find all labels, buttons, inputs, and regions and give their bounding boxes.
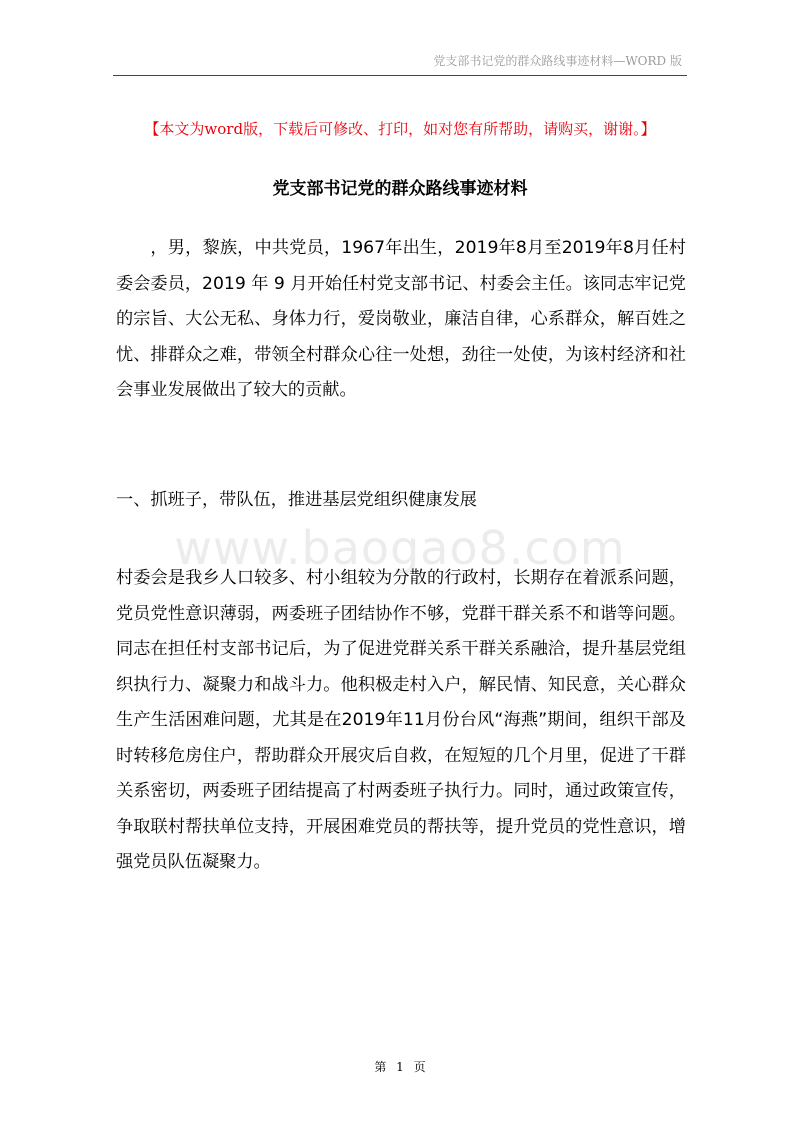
section-heading: 一、抓班子，带队伍，推进基层党组织健康发展 [116, 490, 477, 510]
running-header: 党支部书记党的群众路线事迹材料—WORD 版 [433, 54, 682, 68]
page-suffix: 页 [413, 1060, 426, 1074]
header-divider [113, 75, 687, 76]
page-footer [0, 1058, 800, 1075]
download-notice: 【本文为word版，下载后可修改、打印，如对您有所帮助，请购买，谢谢。】 [144, 120, 656, 138]
intro-paragraph: ，男，黎族，中共党员，1967年出生，2019年8月至2019年8月任村委会委员，2019 年 9 月开始任村党支部书记、村委会主任。该同志牢记党的宗旨、大公无私、身体力行，爱岗敬业，廉洁自律，心系群众，解百姓之忧、排群众之难，带领全村群众心往一处想，劲往一处使，为该村经济和社会事业发展做出了较大的贡献。 [116, 238, 686, 400]
page-number: 1 [396, 1060, 404, 1074]
watermark: www.baogao8.com [174, 521, 626, 575]
body-paragraph: 村委会是我乡人口较多、村小组较为分散的行政村，长期存在着派系问题，党员党性意识薄弱，两委班子团结协作不够，党群干群关系不和谐等问题。同志在担任村支部书记后，为了促进党群关系干群关系融洽，提升基层党组织执行力、凝聚力和战斗力。他积极走村入户，解民情、知民意，关心群众生产生活困难问题，尤其是在2019年11月份台风“海燕”期间，组织干部及时转移危房住户，帮助群众开展灾后自救，在短短的几个月里，促进了干群关系密切，两委班子团结提高了村两委班子执行力。同时，通过政策宣传，争取联村帮扶单位支持，开展困难党员的帮扶等，提升党员的党性意识，增强党员队伍凝聚力。 [116, 568, 686, 872]
page-prefix: 第 [374, 1060, 387, 1074]
document-title: 党支部书记党的群众路线事迹材料 [272, 179, 528, 199]
